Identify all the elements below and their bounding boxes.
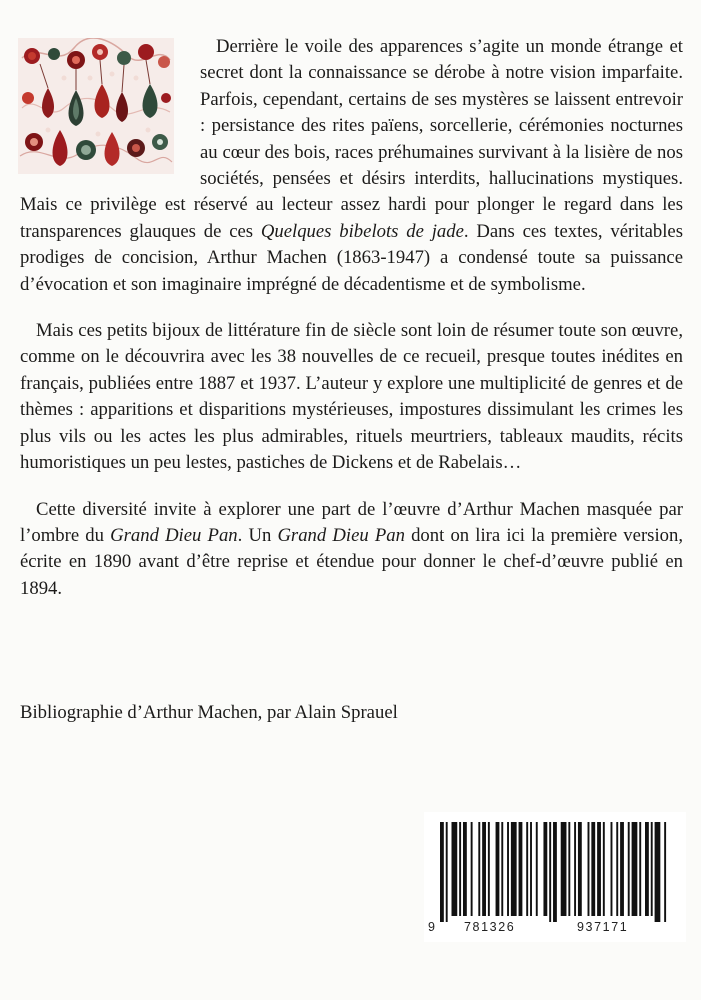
barcode-bar bbox=[496, 822, 500, 916]
barcode-bar bbox=[639, 822, 641, 916]
barcode-group-2: 937171 bbox=[577, 920, 629, 934]
barcode-bar bbox=[452, 822, 458, 916]
barcode-bar bbox=[655, 822, 661, 922]
barcode-bar bbox=[597, 822, 601, 916]
barcode-bar bbox=[664, 822, 666, 922]
paragraph-3-title-2: Grand Dieu Pan bbox=[277, 524, 405, 546]
barcode-bar bbox=[526, 822, 528, 916]
isbn-barcode bbox=[424, 812, 686, 942]
blurb-text bbox=[20, 34, 683, 602]
barcode-bar bbox=[632, 822, 638, 916]
barcode-bar bbox=[507, 822, 509, 916]
barcode-bar bbox=[488, 822, 490, 916]
barcode-bar bbox=[553, 822, 557, 922]
paragraph-1-text-a: Derrière le voile des apparences s’agite un monde étrange et secret dont la connaissance se dérobe à notre vision imparfaite. Parfois, cependant, certains de ses mystères se laissent entrevoir : persistance des rites païens, sorcellerie, cérémonies nocturnes au cœur des bois, races préhumaines survivant à la lisière de nos sociétés, pensées et désirs interdits, hallucinations mystiques. Mais ce privilège est réservé au lecteur assez hardi pour plonger le regard dans les transparences glauques de ces bbox=[20, 36, 683, 242]
barcode-bar bbox=[530, 822, 532, 916]
barcode-bar bbox=[536, 822, 538, 916]
barcode-bar bbox=[549, 822, 551, 922]
paragraph-3-title-1: Grand Dieu Pan bbox=[110, 524, 238, 546]
barcode-first-digit: 9 bbox=[428, 920, 437, 934]
barcode-bar bbox=[459, 822, 461, 916]
paragraph-3-text-b: . Un bbox=[237, 524, 278, 546]
barcode-bars-icon bbox=[440, 822, 668, 922]
barcode-digits bbox=[424, 920, 686, 938]
paragraph-3-text-a: Cette diversité invite à explorer une part de l’œuvre d’Arthur Machen masquée par l’ombre du bbox=[20, 498, 683, 546]
barcode-bar bbox=[471, 822, 473, 916]
paragraph-2: Mais ces petits bijoux de littérature fin de siècle sont loin de résumer toute son œuvre, comme on le découvrira avec les 38 nouvelles de ce recueil, presque toutes inédites en français, publiées entre 1887 et 1937. L’auteur y explore une multiplicité de genres et de thèmes : apparitions et disparitions mystérieuses, impostures dissimulant les crimes les plus vils ou les actes les plus admirables, rituels meurtriers, tableaux maudits, récits humoristiques un peu lestes, pastiches de Dickens et de Rabelais… bbox=[20, 320, 683, 474]
barcode-bar bbox=[501, 822, 503, 916]
barcode-bar bbox=[603, 822, 605, 916]
barcode-bar bbox=[620, 822, 624, 916]
illustration-spacer bbox=[20, 34, 200, 170]
barcode-bar bbox=[519, 822, 523, 916]
bibliography-credit: Bibliographie d’Arthur Machen, par Alain Sprauel bbox=[20, 702, 398, 723]
barcode-bar bbox=[446, 822, 448, 922]
barcode-bar bbox=[561, 822, 567, 916]
barcode-bar bbox=[611, 822, 613, 916]
barcode-bar bbox=[616, 822, 618, 916]
barcode-bar bbox=[574, 822, 576, 916]
paragraph-3 bbox=[20, 497, 683, 603]
barcode-group-1: 781326 bbox=[464, 920, 516, 934]
barcode-bar bbox=[440, 822, 444, 922]
barcode-bar bbox=[482, 822, 486, 916]
barcode-bar bbox=[463, 822, 467, 916]
barcode-bar bbox=[588, 822, 590, 916]
barcode-bar bbox=[645, 822, 649, 916]
barcode-bar bbox=[591, 822, 595, 916]
paragraph-3-text-c: dont on lira ici la première version, écrite en 1890 avant d’être reprise et étendue pour donner le chef-d’œuvre publié en 1894. bbox=[20, 524, 683, 599]
barcode-bar bbox=[511, 822, 517, 916]
barcode-bar bbox=[568, 822, 570, 916]
barcode-bar bbox=[578, 822, 582, 916]
paragraph-1-title: Quelques bibelots de jade bbox=[260, 220, 464, 242]
barcode-bar bbox=[628, 822, 630, 916]
barcode-bar bbox=[543, 822, 547, 916]
barcode-bar bbox=[651, 822, 653, 916]
paragraph-1-text-b: . Dans ces textes, véritables prodiges de concision, Arthur Machen (1863-1947) a condensé toute sa puissance d’évocation et son imaginaire imprégné de décadentisme et de symbolisme. bbox=[20, 220, 683, 295]
barcode-bar bbox=[478, 822, 480, 916]
